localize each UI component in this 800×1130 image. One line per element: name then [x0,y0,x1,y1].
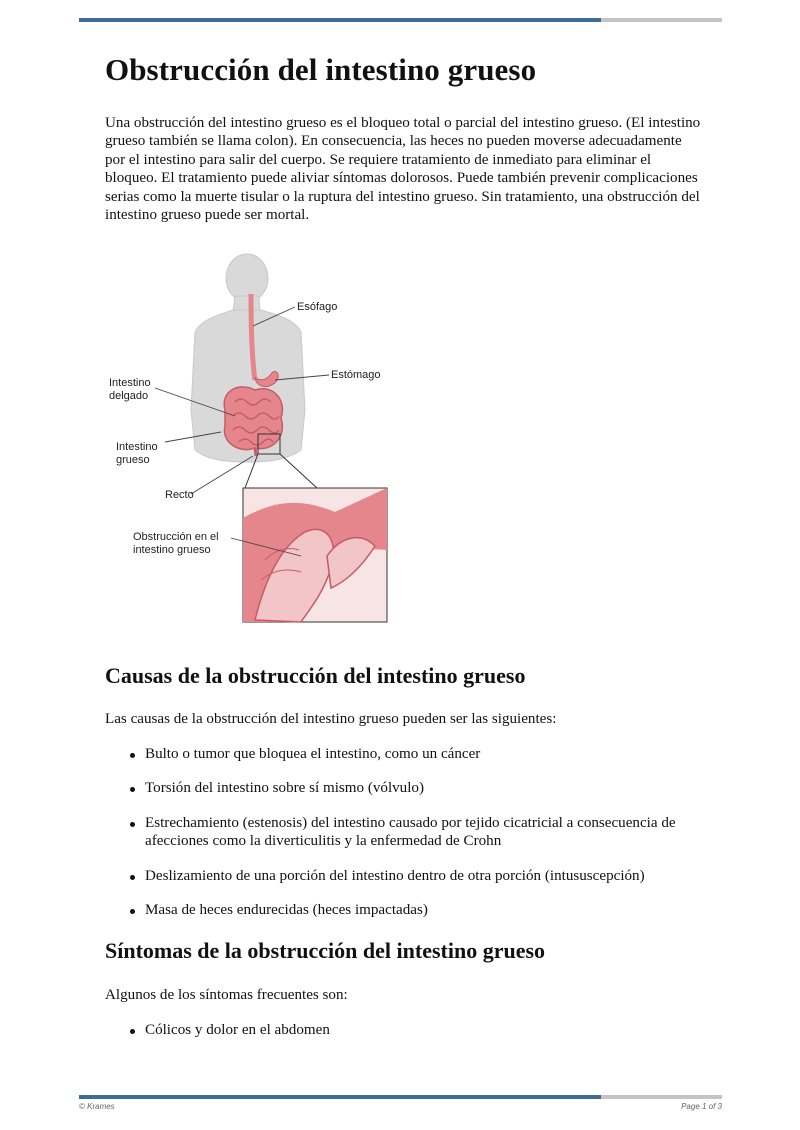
footer-rule [79,1095,722,1099]
causes-list [105,745,705,935]
label-estomago: Estómago [331,369,381,381]
label-obstruccion-2: intestino grueso [133,544,211,556]
obstruction-inset [243,488,387,622]
label-esofago: Esófago [297,301,338,313]
label-grueso-1: Intestino [116,441,158,453]
list-item: Cólicos y dolor en el abdomen [105,1021,705,1039]
label-delgado-1: Intestino [109,377,151,389]
label-obstruccion-1: Obstrucción en el [133,531,219,543]
list-item: Bulto o tumor que bloquea el intestino, como un cáncer [105,745,705,763]
causes-heading: Causas de la obstrucción del intestino grueso [105,663,526,688]
symptoms-list [105,1021,705,1055]
list-item: Estrechamiento (estenosis) del intestino causado por tejido cicatricial a consecuencia de afecciones como la diverticulitis y la enfermedad de Crohn [105,814,705,851]
symptoms-heading: Síntomas de la obstrucción del intestino grueso [105,938,546,963]
page-title: Obstrucción del intestino grueso [105,52,537,87]
label-delgado-2: delgado [109,390,149,402]
label-recto: Recto [165,489,194,501]
causes-lead: Las causas de la obstrucción del intestino grueso pueden ser las siguientes: [105,711,557,727]
symptoms-lead: Algunos de los síntomas frecuentes son: [105,987,348,1003]
list-item: Torsión del intestino sobre sí mismo (vólvulo) [105,779,705,797]
header-rule [79,18,722,22]
list-item: Masa de heces endurecidas (heces impactadas) [105,901,705,919]
footer-copyright: © Krames [79,1102,115,1111]
label-grueso-2: grueso [116,454,150,466]
footer-page-number: Page 1 of 3 [681,1102,722,1111]
anatomy-illustration [105,250,405,630]
intro-paragraph: Una obstrucción del intestino grueso es el bloqueo total o parcial del intestino grueso. (El intestino grueso también se llama colon). En consecuencia, las heces no pueden moverse adecuadamente por el intestino para salir del cuerpo. Se requiere tratamiento de inmediato para eliminar el bloqueo. El tratamiento puede aliviar síntomas dolorosos. Puede también prevenir complicaciones serias como la muerte tisular o la ruptura del intestino grueso. Sin tratamiento, una obstrucción del intestino grueso puede ser mortal. [105,115,701,224]
list-item: Deslizamiento de una porción del intestino dentro de otra porción (intususcepción) [105,867,705,885]
